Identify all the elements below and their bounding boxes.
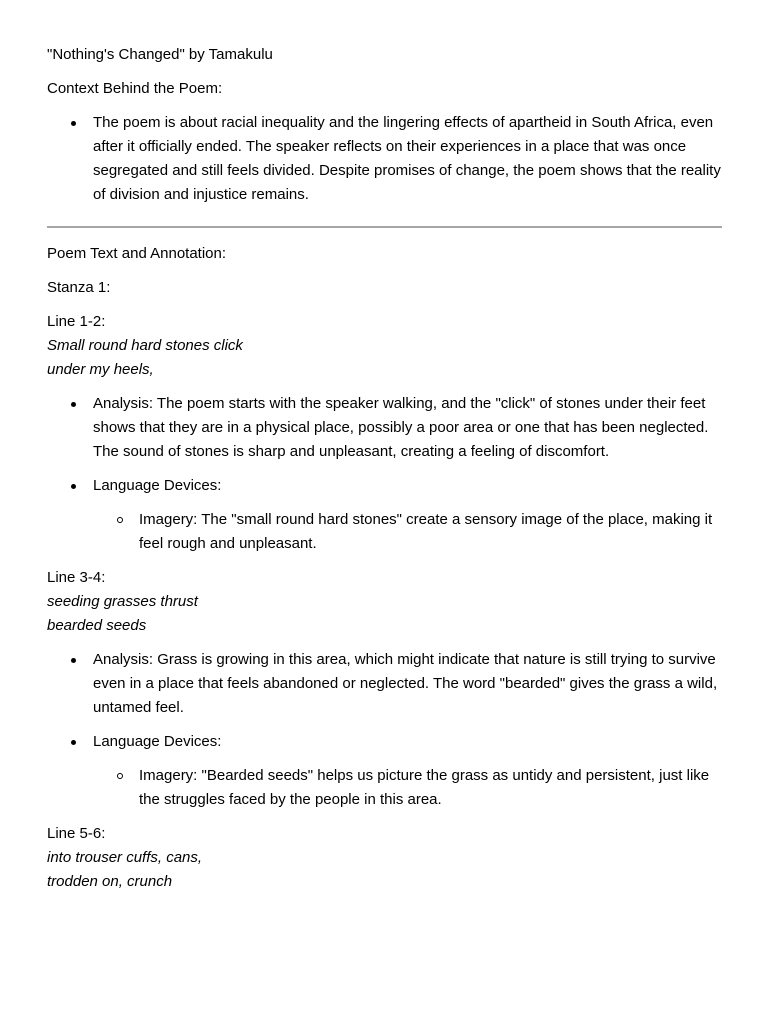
context-bullet: [93, 111, 722, 207]
device-name: Imagery:: [139, 511, 198, 528]
annotation-block-2: [47, 566, 722, 812]
device-item: [139, 764, 722, 812]
device-text: "Bearded seeds" helps us picture the grass as untidy and persistent, just like the struggles faced by the people in this area.: [139, 767, 710, 808]
line-label: Line 1-2:: [47, 313, 106, 330]
analysis-bullet: [93, 392, 722, 464]
devices-label: Language Devices:: [93, 733, 222, 750]
context-bold-apartheid: lingering effects of apartheid: [383, 114, 572, 131]
poem-quote-line: Small round hard stones click: [47, 337, 243, 354]
analysis-text: Grass is growing in this area, which might indicate that nature is still trying to survive even in a place that feels abandoned or neglected. The word "bearded" gives the grass a wild, untamed feel.: [93, 651, 718, 716]
section-heading: Poem Text and Annotation:: [47, 245, 227, 262]
devices-sublist: [93, 764, 722, 812]
line-label: Line 3-4:: [47, 569, 106, 586]
context-text-3: in South Africa, even after it officially ended. The speaker reflects on their experiences in a place that was once segregated and still feels divided. Despite promises of change, the poem shows that the reality of division and injustice remains.: [93, 114, 721, 203]
context-heading: Context Behind the Poem:: [47, 80, 223, 97]
context-list: [47, 111, 722, 207]
annotation-list: [47, 648, 722, 812]
analysis-label: Analysis:: [93, 395, 154, 412]
annotation-block-3: [47, 822, 722, 894]
annotation-block-1: [47, 310, 722, 556]
device-item: [139, 508, 722, 556]
poem-quote-line: into trouser cuffs, cans,: [47, 849, 203, 866]
device-text: The "small round hard stones" create a sensory image of the place, making it feel rough and unpleasant.: [139, 511, 713, 552]
devices-sublist: [93, 508, 722, 556]
poem-quote-line: seeding grasses thrust: [47, 593, 198, 610]
context-bold-racial: racial inequality: [221, 114, 325, 131]
poem-quote-line: trodden on, crunch: [47, 873, 173, 890]
horizontal-divider: [47, 226, 722, 228]
devices-label: Language Devices:: [93, 477, 222, 494]
annotation-list: [47, 392, 722, 556]
poem-quote-line: bearded seeds: [47, 617, 147, 634]
analysis-text: The poem starts with the speaker walking, and the "click" of stones under their feet shows that they are in a physical place, possibly a poor area or one that has been neglected. The sound of stones is sharp and unpleasant, creating a feeling of discomfort.: [93, 395, 709, 460]
context-text-2: and the: [324, 114, 384, 131]
line-label: Line 5-6:: [47, 825, 106, 842]
analysis-bullet: [93, 648, 722, 720]
devices-bullet: [93, 730, 722, 812]
document-title: "Nothing's Changed" by Tamakulu: [47, 46, 273, 63]
stanza-heading: Stanza 1:: [47, 279, 111, 296]
analysis-label: Analysis:: [93, 651, 154, 668]
device-name: Imagery:: [139, 767, 198, 784]
devices-bullet: [93, 474, 722, 556]
context-text-1: The poem is about: [93, 114, 222, 131]
poem-quote-line: under my heels,: [47, 361, 154, 378]
